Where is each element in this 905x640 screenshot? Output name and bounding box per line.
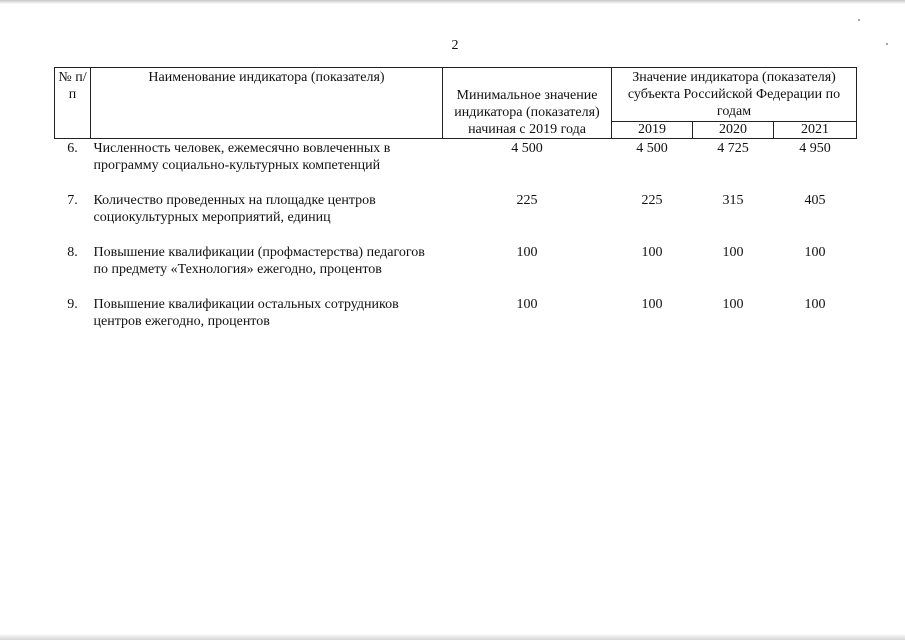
table-row — [55, 191, 857, 226]
table-row — [55, 295, 857, 330]
row-value-2020: 4 725 — [717, 141, 749, 156]
header-year-2020: 2020 — [693, 122, 774, 139]
row-min-value: 100 — [516, 297, 538, 312]
row-min-value: 4 500 — [511, 141, 543, 156]
row-value-2020: 100 — [722, 245, 744, 260]
row-indicator-name: Повышение квалификации остальных сотрудников центров ежегодно, процентов — [93, 297, 399, 329]
row-value-2021: 405 — [804, 193, 826, 208]
header-indicator-name: Наименование индикатора (показателя) — [91, 68, 443, 139]
row-min-value: 225 — [516, 193, 538, 208]
table-body — [55, 139, 857, 331]
row-value-2020: 100 — [722, 297, 744, 312]
row-indicator-name: Количество проведенных на площадке центров социокультурных мероприятий, единиц — [93, 193, 376, 225]
row-number: 9. — [67, 297, 78, 312]
row-value-2019: 4 500 — [636, 141, 668, 156]
row-value-2019: 100 — [641, 245, 663, 260]
header-min-value: Минимальное значение индикатора (показателя) начиная с 2019 года — [443, 68, 612, 139]
row-value-2021: 100 — [804, 245, 826, 260]
row-spacer — [55, 226, 857, 243]
row-value-2019: 225 — [641, 193, 663, 208]
row-number: 7. — [67, 193, 78, 208]
header-values-by-year: Значение индикатора (показателя) субъекта Российской Федерации по годам — [612, 68, 857, 122]
row-value-2021: 100 — [804, 297, 826, 312]
header-number: № п/п — [55, 68, 91, 139]
scan-speck — [858, 19, 860, 21]
table-header — [55, 68, 857, 139]
indicators-table-container — [54, 67, 855, 330]
row-min-value: 100 — [516, 245, 538, 260]
table-row — [55, 243, 857, 278]
row-number: 8. — [67, 245, 78, 260]
row-number: 6. — [67, 141, 78, 156]
row-value-2021: 4 950 — [799, 141, 831, 156]
scan-speck — [886, 43, 888, 45]
row-spacer — [55, 174, 857, 191]
indicators-table — [54, 67, 857, 330]
table-row — [55, 139, 857, 175]
page-number: 2 — [451, 38, 459, 53]
row-value-2020: 315 — [722, 193, 744, 208]
row-spacer — [55, 278, 857, 295]
row-indicator-name: Численность человек, ежемесячно вовлеченных в программу социально-культурных компетенций — [93, 141, 391, 173]
row-indicator-name: Повышение квалификации (профмастерства) педагогов по предмету «Технология» ежегодно, процентов — [93, 245, 425, 277]
header-year-2019: 2019 — [612, 122, 693, 139]
row-value-2019: 100 — [641, 297, 663, 312]
header-year-2021: 2021 — [774, 122, 857, 139]
scan-edge-bottom — [0, 634, 905, 640]
scan-edge-top — [0, 0, 905, 4]
